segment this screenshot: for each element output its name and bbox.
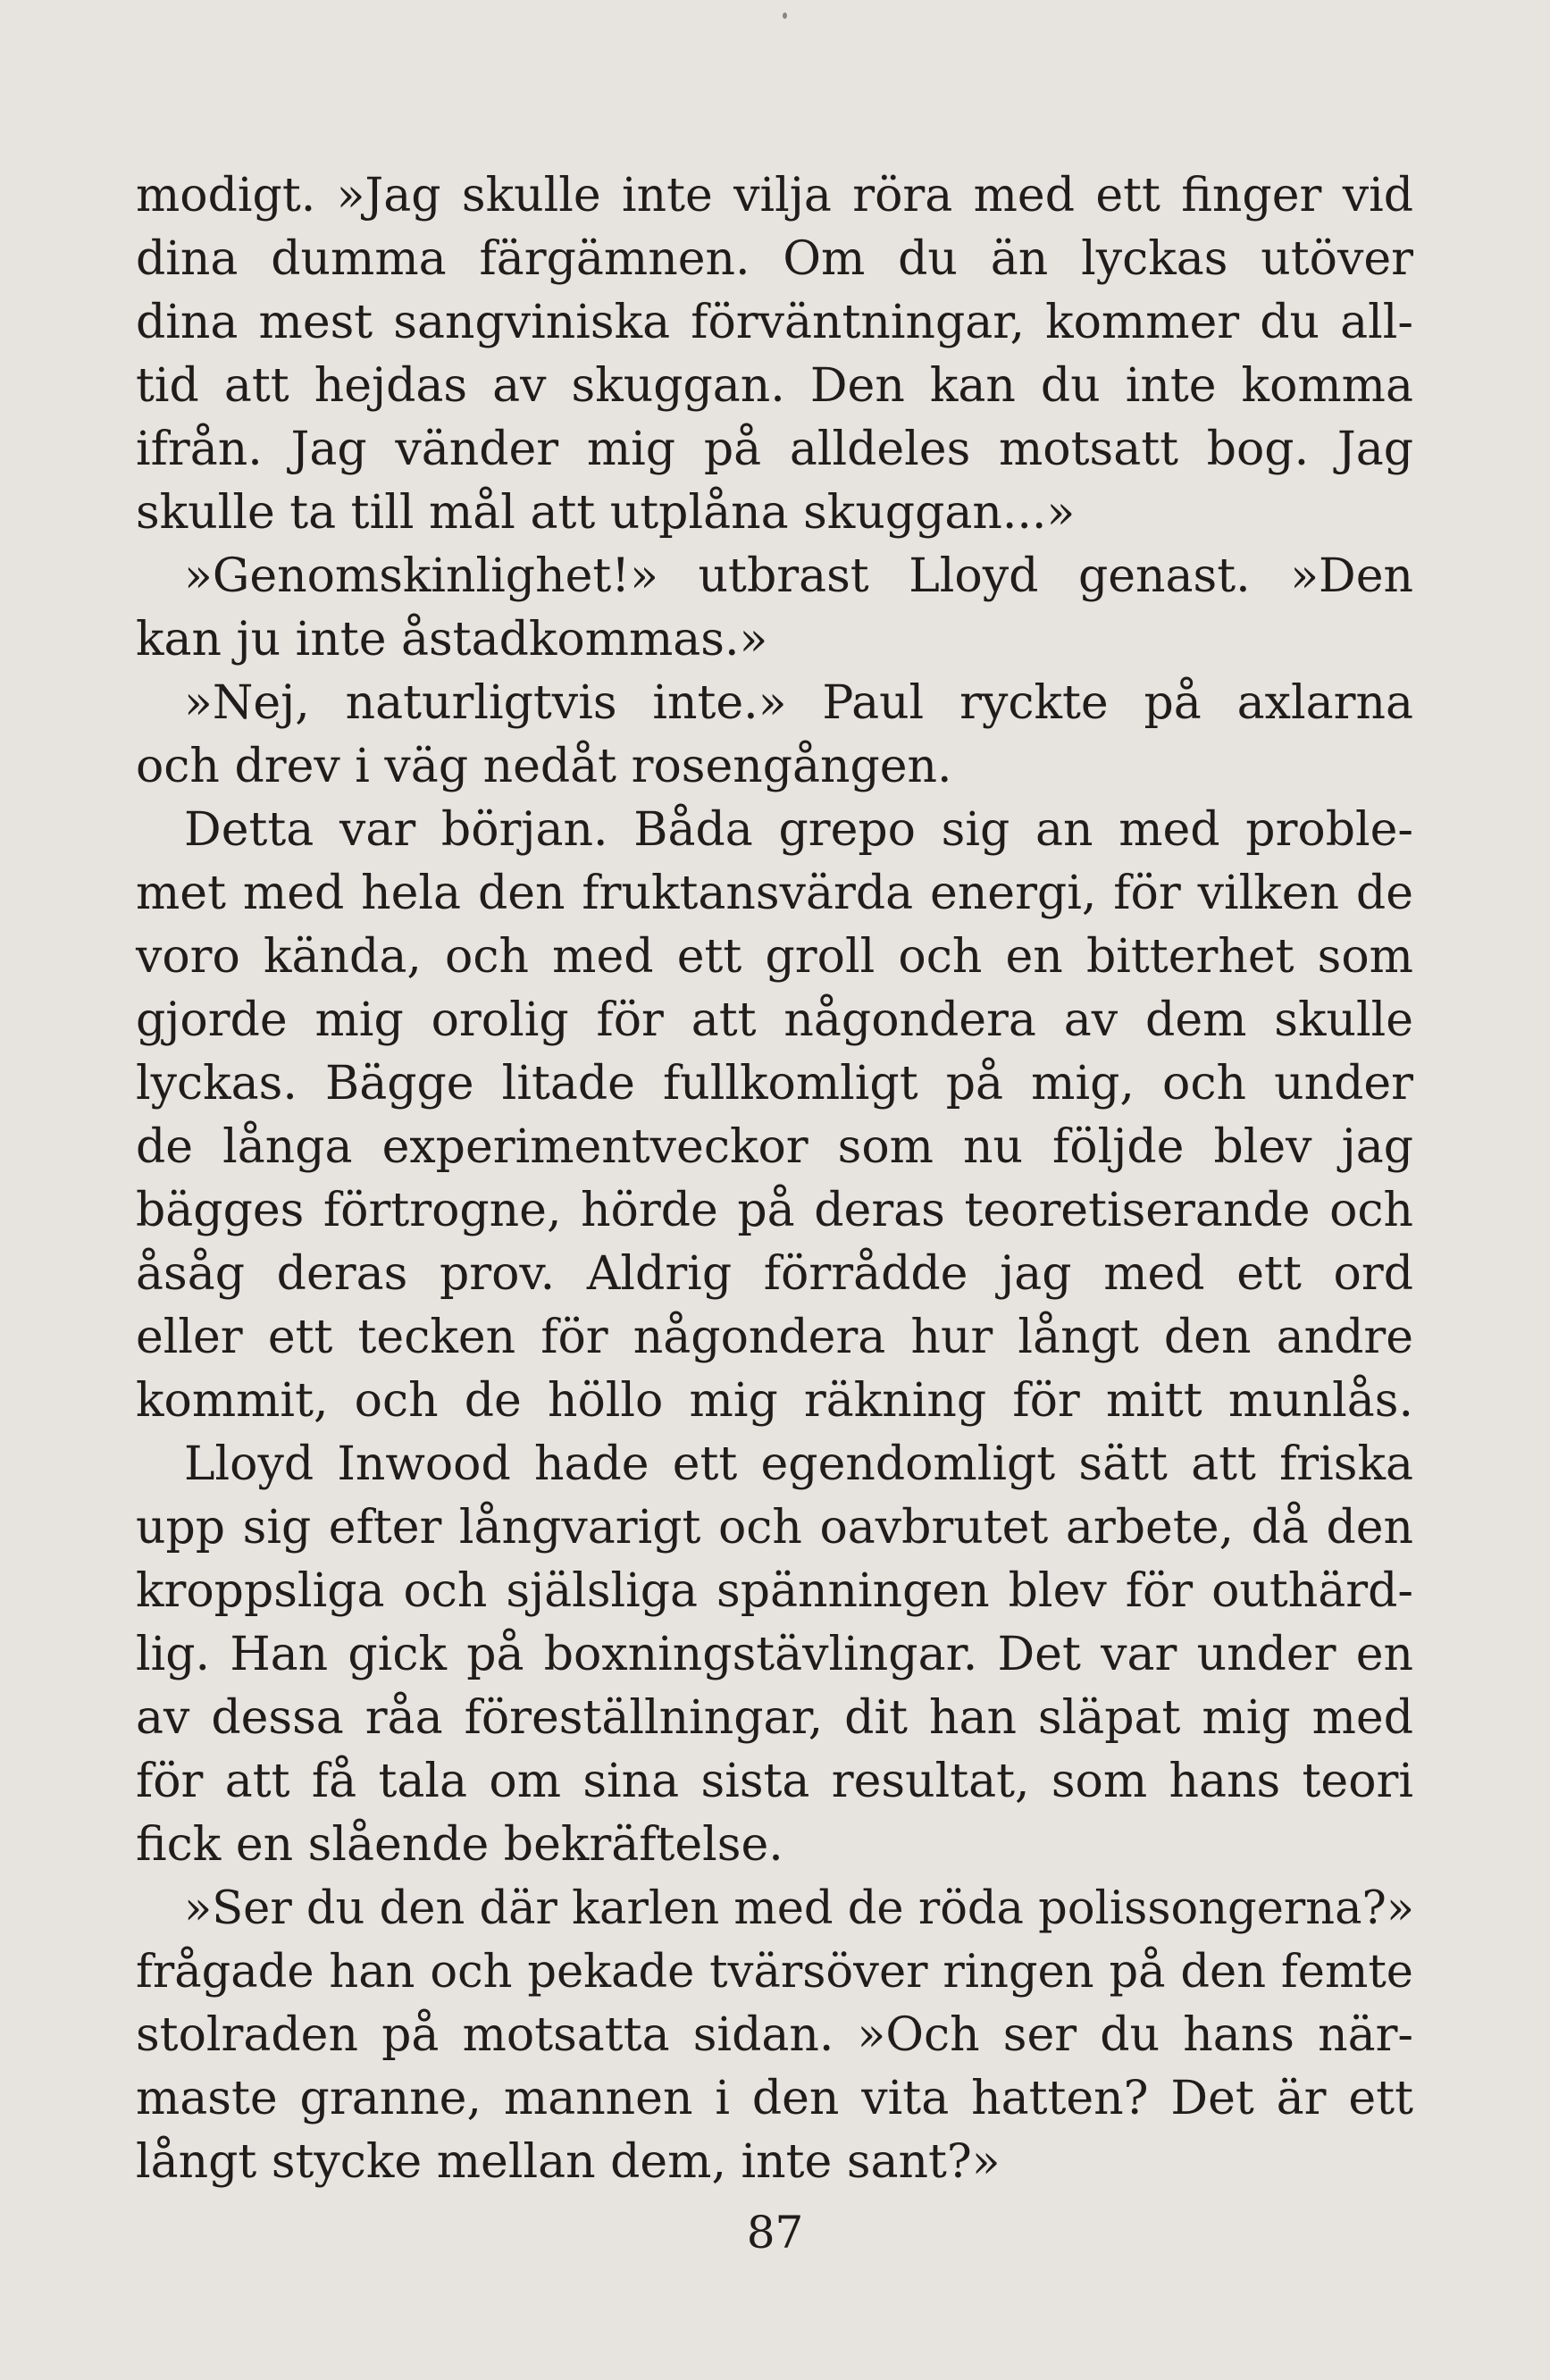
text-line: fick en slående bekräftelse. <box>136 1818 783 1872</box>
text-line: »Ser du den där karlen med de röda polissongerna?» <box>184 1882 1415 1935</box>
text-line: met med hela den fruktansvärda energi, för vilken de <box>136 867 1413 920</box>
text-line: »Genomskinlighet!» utbrast Lloyd genast. »Den <box>184 549 1413 603</box>
text-line: Detta var början. Båda grepo sig an med proble- <box>184 803 1413 857</box>
text-line: kan ju inte åstadkommas.» <box>136 613 768 666</box>
text-line: lig. Han gick på boxningstävlingar. Det var under en <box>136 1628 1413 1681</box>
text-line: långt stycke mellan dem, inte sant?» <box>136 2135 1001 2189</box>
text-line: eller ett tecken för någondera hur långt den andre <box>136 1311 1413 1364</box>
text-line: frågade han och pekade tvärsöver ringen på den femte <box>136 1946 1413 1999</box>
text-line: för att få tala om sina sista resultat, som hans teori <box>136 1755 1413 1808</box>
text-line: de långa experimentveckor som nu följde blev jag <box>136 1120 1413 1174</box>
text-line: av dessa råa föreställningar, dit han släpat mig med <box>136 1691 1413 1745</box>
text-line: upp sig efter långvarigt och oavbrutet arbete, då den <box>136 1501 1413 1555</box>
text-line: voro kända, och med ett groll och en bitterhet som <box>136 930 1413 984</box>
text-line: Lloyd Inwood hade ett egendomligt sätt att friska <box>184 1437 1413 1491</box>
text-line: »Nej, naturligtvis inte.» Paul ryckte på axlarna <box>184 676 1413 730</box>
text-line: ifrån. Jag vänder mig på alldeles motsatt bog. Jag <box>136 423 1413 476</box>
text-line: bägges förtrogne, hörde på deras teoretiserande och <box>136 1184 1413 1237</box>
text-line: och drev i väg nedåt rosengången. <box>136 740 952 793</box>
paper-speck <box>783 13 787 19</box>
text-line: maste granne, mannen i den vita hatten? Det är ett <box>136 2072 1413 2125</box>
text-line: gjorde mig orolig för att någondera av dem skulle <box>136 993 1413 1047</box>
text-line: åsåg deras prov. Aldrig förrådde jag med ett ord <box>136 1247 1413 1301</box>
text-line: kommit, och de höllo mig räkning för mitt munlås. <box>136 1374 1413 1428</box>
text-line: tid att hejdas av skuggan. Den kan du inte komma <box>136 359 1413 413</box>
text-line: modigt. »Jag skulle inte vilja röra med ett finger vid <box>136 169 1413 222</box>
page-number: 87 <box>746 2207 804 2258</box>
text-line: kroppsliga och själsliga spänningen blev för outhärd- <box>136 1564 1413 1618</box>
text-line: skulle ta till mål att utplåna skuggan...» <box>136 486 1076 540</box>
text-line: dina dumma färgämnen. Om du än lyckas utöver <box>136 232 1413 286</box>
text-line: lyckas. Bägge litade fullkomligt på mig, och under <box>136 1057 1413 1110</box>
body-text <box>136 164 1413 2194</box>
text-line: stolraden på motsatta sidan. »Och ser du hans när- <box>136 2008 1413 2062</box>
text-line: dina mest sangviniska förväntningar, kommer du all- <box>136 296 1413 349</box>
